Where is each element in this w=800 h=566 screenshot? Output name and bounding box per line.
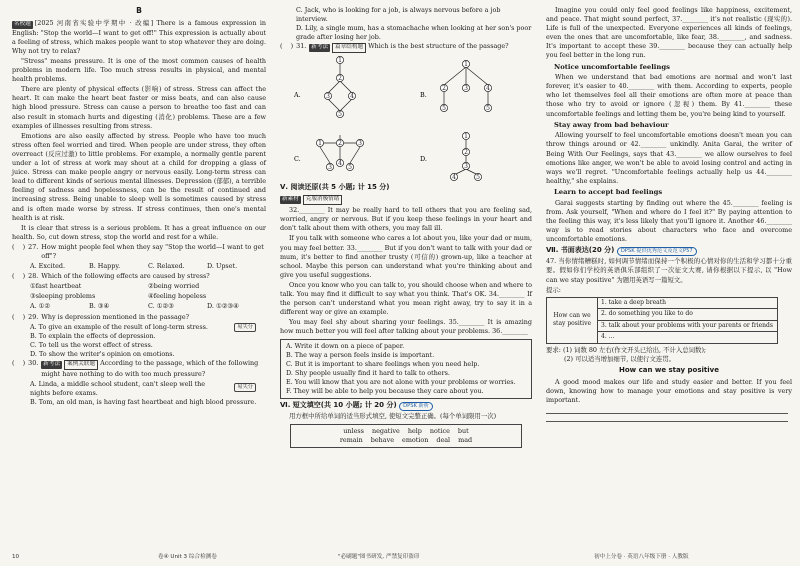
q27-option[interactable]: A. Excited. xyxy=(30,262,66,271)
word: mad xyxy=(458,435,473,444)
svg-text:1: 1 xyxy=(464,133,468,141)
question-30: ( ) 30. 新考法 案例关联题 According to the passage, which of the following might have nothing to do with too much pressure? xyxy=(12,359,259,378)
svg-text:5: 5 xyxy=(442,105,446,113)
hint-topic: How can we stay positive xyxy=(547,297,598,343)
box-option: C. But it is important to share feelings when you need help. xyxy=(286,359,480,368)
box-option: D. Shy people usually find it hard to talk to others. xyxy=(286,368,450,377)
box-option: F. They will be able to help you because they care about you. xyxy=(286,386,484,395)
svg-text:2: 2 xyxy=(338,75,342,83)
svg-text:3: 3 xyxy=(464,85,468,93)
structure-tree-svg xyxy=(280,55,532,129)
column-left xyxy=(12,6,266,407)
structure-tree-svg-2 xyxy=(280,131,532,181)
q28-option[interactable]: A. ①② xyxy=(30,302,51,311)
hint-table xyxy=(546,297,778,344)
q30-option[interactable]: A. Linda, a middle school student, can't sleep well the nights before exams. xyxy=(30,380,206,398)
hint-item: 3. talk about your problems with your parents or friends xyxy=(598,320,778,332)
q28-items xyxy=(30,282,266,291)
para-v3: Once you know who you can talk to, you should choose when and where to talk. You may find it difficult to say what you think. That's OK. 34.________ If the person can't understand what you mean right away, try to say it in a different way or give an example. xyxy=(280,280,532,317)
para-v1: 32.________ It may be really hard to tell others that you are feeling sad, worried, angry or nervous. But if you keep these feelings in your heart and don't talk about them with others, you may fall ill. xyxy=(280,206,532,233)
passage-b-intro xyxy=(12,19,266,56)
box-option: B. The way a person feels inside is important. xyxy=(286,350,435,359)
svg-text:4: 4 xyxy=(452,174,456,182)
word: behave xyxy=(370,435,394,444)
svg-text:1: 1 xyxy=(464,61,468,69)
svg-text:5: 5 xyxy=(486,105,490,113)
para-vi1: Imagine you could only feel good feelings like happiness, excitement, and peace. That might sound perfect, 37.________ it's not realistic (现实的). Life is full of the unexpected. Everyone experiences all kinds of feelings, even the ones that are uncomfortable, like fear, 38.________, and sadness. It's important to accept these 39.________ because they can actually help you feel better in the long run. xyxy=(546,6,792,60)
para-vi2: When we understand that bad emotions are normal and won't last forever, it's easier to 40.________ with them. According to experts, people who let themselves feel all their emotions are often more at peace than those who try to avoid or ignore (忽视) them. By 41.________ these uncomfortable feelings and letting them be, you're being kind to yourself. xyxy=(546,73,792,118)
para-b4: Emotions are also easily affected by stress. People who have too much stress often feel worried and tired. When people are under stress, they often overreact (反应过激) to little problems. For example, a normally gentle parent under a lot of stress at work may shout at a child for dropping a glass of juice. Stress can make people angry or nervous easily. Long-term stress can lead to different kinds of serious mental illnesses. Depression (郁郁), a terrible feeling of sadness and hopelessness, can be the result of continued and increasing stress. Being unable to sleep well is sometimes caused by stress and is often made worse by stress. If stress continues, then one's mental health is at risk. xyxy=(12,131,266,222)
box-option: A. Write it down on a piece of paper. xyxy=(286,341,405,350)
options-box xyxy=(280,339,532,400)
q30-option[interactable]: C. Jack, who is looking for a job, is always nervous before a job interview. xyxy=(296,6,501,24)
option-a-label: A. xyxy=(294,91,301,100)
para-b3: There are plenty of physical effects (影响) of stress. Stress can affect the heart. It can make the heart beat faster or miss beats, and can also cause high blood pressure. Stress can cause a person to breathe too fast and can also result in stomach hurts and digesting (消化) problems. These are a few examples of illnesses resulting from stress. xyxy=(12,85,266,130)
hint-label: 提示: xyxy=(546,285,561,294)
hint-item: 1. take a deep breath xyxy=(598,297,778,309)
dpsk-chip[interactable]: DPSK 提供优秀范文及范文P57 xyxy=(617,247,697,256)
svg-text:2: 2 xyxy=(338,140,342,148)
structure-diagrams xyxy=(280,55,532,129)
para-vi3: Allowing yourself to feel uncomfortable emotions doesn't mean you can throw things around or 42.________ unkindly. Anita Garai, the writer of Being With Our Feelings, says that 43.________ we allow ourselves to feel emotions like anger, we won't be able to avoid losing control and acting in ways we'll regret. "Uncomfortable feelings actually help us 44.________ healthy," she explains. xyxy=(546,131,792,185)
hint-item: 2. do something you like to do xyxy=(598,309,778,321)
footer-middle: "必刷题"图书研发, 严禁复印盗印 xyxy=(338,554,420,560)
subheading-notice: Notice uncomfortable feelings xyxy=(554,62,670,71)
q28-option[interactable]: B. ③④ xyxy=(89,302,110,311)
word: notice xyxy=(429,426,450,435)
column-middle xyxy=(280,6,532,450)
para-b5: It is clear that stress is a serious problem. It has a great influence on our health. So, cut down stress, stop the world and rest for a while. xyxy=(12,223,266,241)
q29-option[interactable]: D. To show the writer's opinion on emotions. xyxy=(30,349,175,358)
essay-start: A good mood makes our life and study easier and better. If you feel down, knowing how to manage your emotions and stay positive is very important. xyxy=(546,377,792,405)
question-28: ( ) 28. Which of the following effects are caused by stress? xyxy=(12,272,210,281)
option-c-label: C. xyxy=(294,155,301,164)
q29-option[interactable]: C. To tell us the worst effect of stress. xyxy=(30,340,153,349)
q28-item: ②being worried xyxy=(148,282,200,291)
svg-text:1: 1 xyxy=(318,140,322,148)
para-b2: "Stress" means pressure. It is one of the most common causes of health problems in modern life. Too much stress results in physical, and mental health problems. xyxy=(12,57,266,84)
word: help xyxy=(407,426,422,435)
question-29-block xyxy=(12,313,266,359)
svg-text:3: 3 xyxy=(328,164,332,172)
question-31: ( ) 31. 新考法 篇章结构题 Which is the best structure of the passage? xyxy=(280,42,532,53)
para-v2: If you talk with someone who cares a lot about you, like your dad or mum, you may feel better. 33.________ But if you don't want to talk with your dad or mum, it's better to find another trusty (可信的) grown-up, like a teacher at school. Maybe this person can understand what you're thinking about and give you useful suggestions. xyxy=(280,234,532,279)
footer-right: 初中上分卷 · 英语八年级下册 · 人教版 xyxy=(594,554,689,560)
question-47: 47. 当你情绪糟糕时, 如何调节情绪而保持一个积极的心情对你的生活和学习都十分重要。假如你们学校的英语俱乐部组织了一次征文大赛, 请你根据以下提示, 以 "How can we stay positive" 为题用英语写一篇短文。 xyxy=(546,257,792,284)
footer-left: 卷④ Unit 3 综合检测卷 xyxy=(158,554,217,560)
svg-text:5: 5 xyxy=(338,111,342,119)
hint-item: 4. ... xyxy=(598,332,778,344)
writing-line[interactable] xyxy=(546,406,788,414)
q29-option[interactable]: A. To give an example of the result of long-term stress. xyxy=(30,322,208,331)
easy-miss-stamp: 易失分 xyxy=(234,383,256,392)
q28-item: ①fast heartbeat xyxy=(30,282,82,291)
famous-school-tag: 名校题 xyxy=(14,20,31,27)
dpsk-chip[interactable]: DPSK 新析 xyxy=(399,402,433,411)
section-v-tags: 新素材 克服消极情绪 xyxy=(280,194,532,205)
svg-text:3: 3 xyxy=(358,140,362,148)
essay-title: How can we stay positive xyxy=(619,365,719,374)
q27-options xyxy=(30,262,266,271)
q27-option[interactable]: D. Upset. xyxy=(207,262,238,271)
svg-text:4: 4 xyxy=(338,160,342,168)
para-vi4: Garai suggests starting by finding out where the 45.________ feeling is from. Ask yourself, "When and where do I feel it?" By paying attention to the feeling this way, it's less likely that you'll ignore it. Another 46.________ way is to read stories about characters who face and overcome uncomfortable emotions. xyxy=(546,198,792,243)
option-d-label: D. xyxy=(420,155,427,164)
word: deal xyxy=(436,435,451,444)
question-27: ( ) 27. How might people feel when they say "Stop the world—I want to get off"? xyxy=(12,242,264,260)
para-v4: You may feel shy about sharing your feelings. 35.________ It is amazing how much better you will feel after talking about your problems. 36.________ xyxy=(280,318,532,336)
svg-text:3: 3 xyxy=(464,163,468,171)
structure-diagrams-cd xyxy=(280,131,532,181)
section-v-title: Ⅴ. 阅读还原(共 5 小题; 计 15 分) xyxy=(280,183,390,192)
word: unless xyxy=(343,426,364,435)
word: remain xyxy=(339,435,363,444)
option-b-label: B. xyxy=(420,91,427,100)
word: but xyxy=(457,426,469,435)
word: emotion xyxy=(402,435,429,444)
page-number: 10 xyxy=(12,554,20,560)
writing-line[interactable] xyxy=(546,414,788,422)
q30-option[interactable]: D. Lily, a single mum, has a stomachache when looking at her son's poor grade after losing her job. xyxy=(296,24,532,42)
q28-option[interactable]: C. ①②③ xyxy=(148,302,174,311)
section-vi-instructions: 用方框中所给单词的适当形式填空, 使短文完整正确。(每个单词限用一次) xyxy=(289,412,497,421)
word-bank xyxy=(290,424,522,448)
subheading-accept: Learn to accept bad feelings xyxy=(554,187,663,196)
question-30-block xyxy=(12,359,266,407)
q29-option[interactable]: B. To explain the effects of depression. xyxy=(30,331,156,340)
q27-option[interactable]: B. Happy. xyxy=(89,262,121,271)
svg-text:4: 4 xyxy=(350,93,354,101)
svg-text:5: 5 xyxy=(348,164,352,172)
subheading-stay-away: Stay away from bad behaviour xyxy=(554,120,669,129)
q28-option[interactable]: D. ①②③④ xyxy=(207,302,239,311)
easy-miss-stamp: 易失分 xyxy=(234,323,256,332)
q28-options xyxy=(30,302,266,311)
svg-text:2: 2 xyxy=(464,149,468,157)
q28-item: ④feeling hopeless xyxy=(148,292,207,301)
svg-text:1: 1 xyxy=(338,57,342,65)
column-right xyxy=(546,6,792,422)
section-head: B xyxy=(136,6,142,15)
q30-option[interactable]: B. Tom, an old man, is having fast heartbeat and high blood pressure. xyxy=(30,398,257,407)
requirement-1: 要求: (1) 词数 80 左右(作文开头已给出, 不计入总词数); xyxy=(546,345,707,354)
svg-text:2: 2 xyxy=(442,85,446,93)
svg-text:4: 4 xyxy=(486,85,490,93)
requirement-2: (2) 可以适当增加细节, 以使行文连贯。 xyxy=(564,354,676,363)
box-option: E. You will know that you are not alone with your problems or worries. xyxy=(286,377,516,386)
section-vi-title: Ⅵ. 短文填空(共 10 小题; 计 20 分) DPSK 新析 xyxy=(280,401,532,411)
section-vii-title: Ⅶ. 书面表达(20 分) DPSK 提供优秀范文及范文P57 xyxy=(546,246,792,256)
question-29: ( ) 29. Why is depression mentioned in the passage? xyxy=(12,312,190,321)
svg-text:5: 5 xyxy=(476,174,480,182)
q27-option[interactable]: C. Relaxed. xyxy=(148,262,185,271)
q28-item: ③sleeping problems xyxy=(30,292,96,301)
q28-items xyxy=(30,292,266,301)
svg-text:3: 3 xyxy=(326,93,330,101)
source-label: [2025 河南省实验中学期中 · 改编] xyxy=(34,18,154,27)
word: negative xyxy=(371,426,400,435)
para-b1: There is a famous expression in English: "Stop the world—I want to get off!" This expression is actually about a feeling of stress, which makes people want to stop whatever they are doing. Why not try to relax? xyxy=(12,18,266,55)
